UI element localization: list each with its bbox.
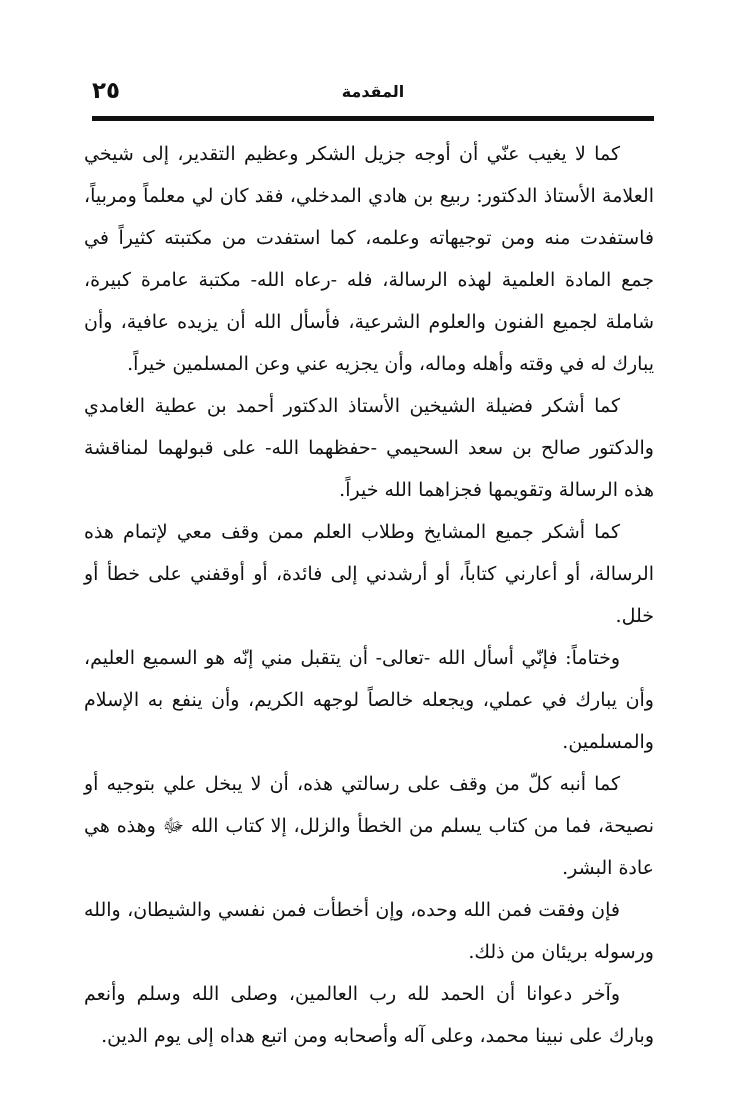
paragraph-success-from-god: فإن وفقت فمن الله وحده، وإن أخطأت فمن نفسي والشيطان، والله ورسوله بريئان من ذلك. xyxy=(84,899,654,963)
paragraph-thanks-scholars: كما أشكر جميع المشايخ وطلاب العلم ممن وقف معي لإتمام هذه الرسالة، أو أعارني كتاباً، أو أرشدني إلى فائدة، أو أوقفني على خطأ أو خلل. xyxy=(84,521,654,627)
page-header xyxy=(92,78,654,114)
paragraph-thanks-examiners: كما أشكر فضيلة الشيخين الأستاذ الدكتور أحمد بن عطية الغامدي والدكتور صالح بن سعد السحيمي -حفظهما الله- على قبولهما لمناقشة هذه الرسالة وتقويمها فجزاهما الله خيراً. xyxy=(84,395,654,501)
paragraph-thanks-supervisor: كما لا يغيب عنّي أن أوجه جزيل الشكر وعظيم التقدير، إلى شيخي العلامة الأستاذ الدكتور: ربيع بن هادي المدخلي، فقد كان لي معلماً ومربياً، فاستفدت منه ومن توجيهاته وعلمه، كما استفدت من مكتبته كثيراً في جمع المادة العلمية لهذه الرسالة، فله -رعاه الله- مكتبة عامرة كبيرة، شاملة لجميع الفنون والعلوم الشرعية، فأسأل الله أن يزيده عافية، وأن يبارك له في وقته وأهله وماله، وأن يجزيه عني وعن المسلمين خيراً. xyxy=(84,143,654,375)
body-text xyxy=(84,133,654,1057)
page-number: ٢٥ xyxy=(92,78,121,104)
paragraph-closing-prayer: وختاماً: فإنّي أسأل الله -تعالى- أن يتقبل مني إنّه هو السميع العليم، وأن يبارك في عملي، ويجعله خالصاً لوجهه الكريم، وأن ينفع به الإسلام والمسلمين. xyxy=(84,647,654,753)
running-title: المقدمة xyxy=(341,82,405,101)
paragraph-request-feedback: كما أنبه كلّ من وقف على رسالتي هذه، أن لا يبخل علي بتوجيه أو نصيحة، فما من كتاب يسلم من الخطأ والزلل، إلا كتاب الله ﷻ وهذه هي عادة البشر. xyxy=(84,773,654,879)
paragraph-final-supplication: وآخر دعوانا أن الحمد لله رب العالمين، وصلى الله وسلم وأنعم وبارك على نبينا محمد، وعلى آله وأصحابه ومن اتبع هداه إلى يوم الدين. xyxy=(84,983,654,1047)
header-rule xyxy=(92,116,654,121)
